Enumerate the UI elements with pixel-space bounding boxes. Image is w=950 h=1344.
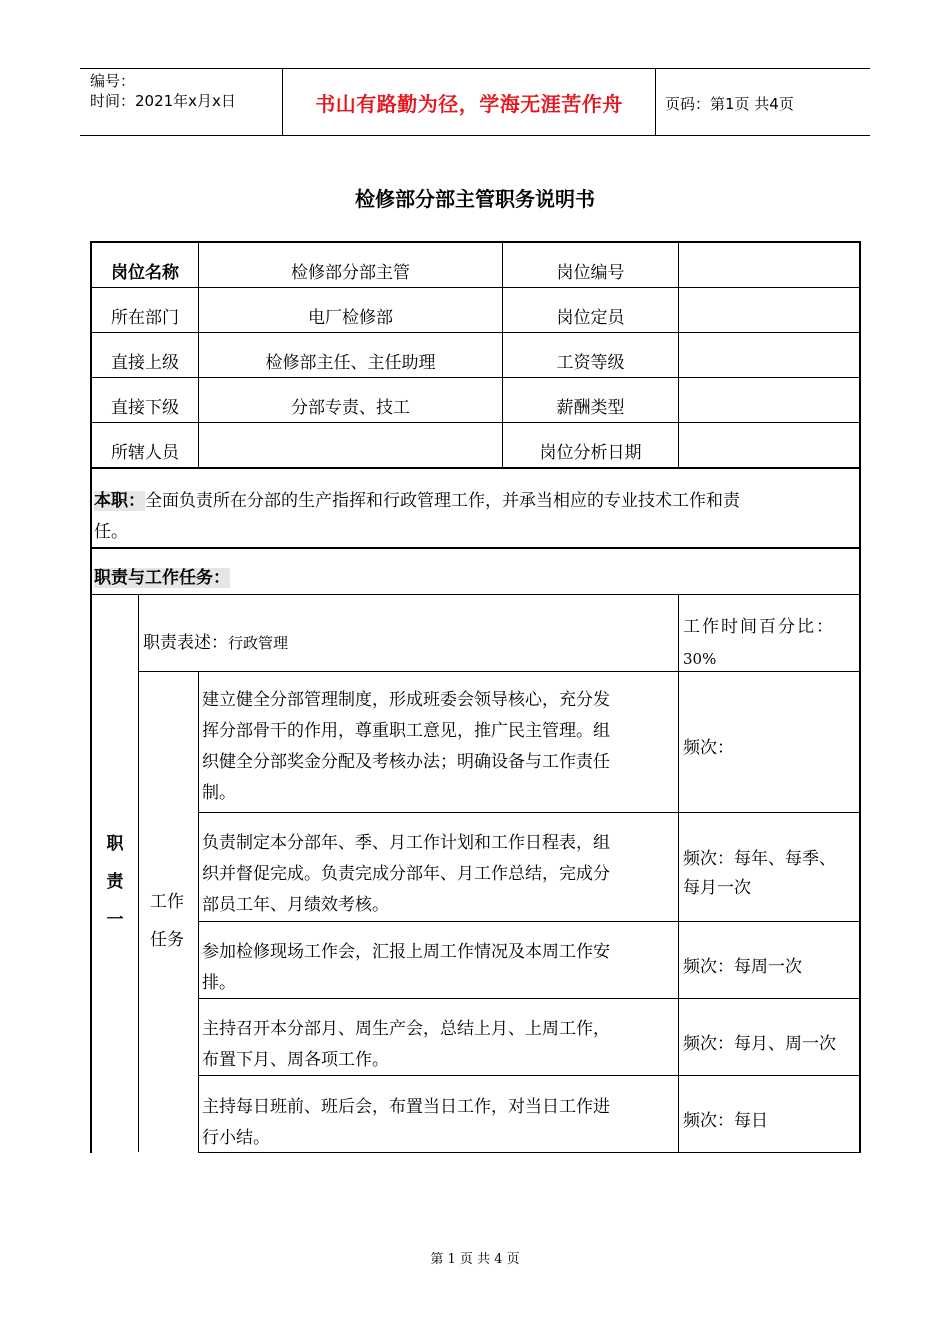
header-divider-left <box>282 68 283 136</box>
freq-col-divider <box>678 594 679 1152</box>
duty-desc-value: 行政管理 <box>228 634 289 652</box>
task-description <box>202 1092 676 1154</box>
summary-paragraph <box>94 486 856 548</box>
task-line: 负责制定本分部年、季、月工作计划和工作日程表，组 <box>202 833 610 853</box>
task-line: 参加检修现场工作会，汇报上周工作情况及本周工作安 <box>202 942 610 962</box>
label-position-code: 岗位编号 <box>556 263 625 283</box>
task-line: 挥分部骨干的作用，尊重职工意见，推广民主管理。组 <box>202 721 610 741</box>
freq-line: 频次：每月、周一次 <box>683 1034 836 1054</box>
side-char: 职 <box>106 834 124 854</box>
doc-number-label: 编号： <box>90 72 136 90</box>
freq-line: 频次：每日 <box>683 1111 768 1131</box>
duties-heading-text: 职责与工作任务： <box>94 568 230 588</box>
value-department: 电厂检修部 <box>308 308 393 328</box>
task-description <box>202 685 676 809</box>
page-footer: 第 1 页 共 4 页 <box>430 1252 520 1267</box>
document-title: 检修部分部主管职务说明书 <box>355 187 595 211</box>
label-direct-subordinate: 直接下级 <box>111 398 179 418</box>
freq-line: 频次： <box>683 738 734 758</box>
freq-line: 每月一次 <box>683 878 751 898</box>
side-char: 一 <box>106 910 124 930</box>
task-frequency <box>683 1029 836 1060</box>
task-line: 主持每日班前、班后会，布置当日工作，对当日工作进 <box>202 1097 610 1117</box>
freq-line: 频次：每周一次 <box>683 957 802 977</box>
task-description <box>202 937 676 999</box>
freq-line: 频次：每年、每季、 <box>683 849 836 869</box>
header-divider-right <box>655 68 656 136</box>
time-percent-value: 30% <box>683 650 717 668</box>
form-top-border <box>90 241 861 243</box>
summary-label: 本职： <box>94 491 145 511</box>
duty-description <box>143 628 288 658</box>
label-headcount: 岗位定员 <box>556 308 625 328</box>
header-motto: 书山有路勤为径，学海无涯苦作舟 <box>315 92 623 116</box>
label-department: 所在部门 <box>111 308 179 328</box>
duties-heading <box>94 563 230 593</box>
label-salary-grade: 工资等级 <box>556 353 625 373</box>
header-bottom-rule <box>80 135 870 136</box>
task-label-line: 工作 <box>150 892 184 912</box>
task-frequency <box>683 733 734 764</box>
side-char: 责 <box>106 872 124 892</box>
label-analysis-date: 岗位分析日期 <box>539 443 642 463</box>
task-line: 行小结。 <box>202 1128 270 1148</box>
duty-desc-label: 职责表述： <box>143 633 228 653</box>
task-line: 织并督促完成。负责完成分部年、月工作总结，完成分 <box>202 864 610 884</box>
page-code: 页码：第1页 共4页 <box>665 95 794 113</box>
label-pay-type: 薪酬类型 <box>556 398 625 418</box>
summary-line2: 任。 <box>94 522 128 542</box>
task-label-divider <box>198 671 199 1152</box>
task-line: 制。 <box>202 783 236 803</box>
summary-bottom-border <box>90 547 861 549</box>
task-line: 布置下月、周各项工作。 <box>202 1050 389 1070</box>
value-direct-subordinate: 分部专责、技工 <box>291 398 410 418</box>
summary-line1: 全面负责所在分部的生产指挥和行政管理工作，并承当相应的专业技术工作和责 <box>145 491 740 511</box>
task-description <box>202 828 676 921</box>
basic-info-bottom-border <box>90 467 861 469</box>
task-frequency <box>683 845 836 903</box>
value-position-name: 检修部分部主管 <box>291 263 410 283</box>
duty-side-divider <box>138 594 139 1152</box>
task-frequency <box>683 1106 768 1137</box>
doc-time-label: 时间：2021年x月x日 <box>90 92 236 110</box>
task-divider <box>198 921 861 922</box>
label-staff-under: 所辖人员 <box>111 443 179 463</box>
label-position-name: 岗位名称 <box>111 263 179 283</box>
duty-side-label <box>105 825 125 939</box>
task-description <box>202 1014 676 1076</box>
header-top-rule <box>80 68 870 69</box>
task-line: 排。 <box>202 973 236 993</box>
task-line: 主持召开本分部月、周生产会，总结上月、上周工作， <box>202 1019 610 1039</box>
label-direct-superior: 直接上级 <box>111 353 179 373</box>
duties-heading-bottom-border <box>90 594 861 595</box>
task-divider <box>198 812 861 813</box>
task-label-line: 任务 <box>150 930 184 950</box>
task-frequency <box>683 952 802 983</box>
desc-row-bottom <box>138 671 861 672</box>
task-line: 织健全分部奖金分配及考核办法；明确设备与工作责任 <box>202 752 610 772</box>
value-direct-superior: 检修部主任、主任助理 <box>265 353 436 373</box>
col-divider <box>678 241 679 468</box>
task-label <box>150 883 184 959</box>
task-line: 建立健全分部管理制度，形成班委会领导核心，充分发 <box>202 690 610 710</box>
task-line: 部员工年、月绩效考核。 <box>202 895 389 915</box>
time-percent-label: 工作时间百分比： <box>683 617 835 637</box>
